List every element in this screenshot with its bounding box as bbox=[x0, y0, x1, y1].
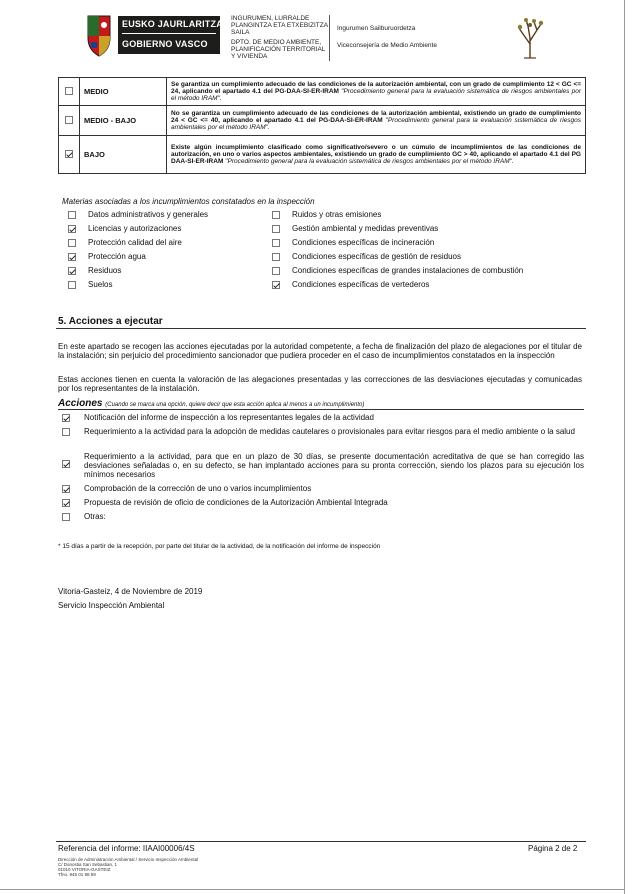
tree-icon bbox=[514, 16, 546, 60]
header-divider bbox=[329, 15, 330, 61]
materia-item[interactable] bbox=[68, 224, 181, 233]
footer-address bbox=[58, 857, 198, 877]
grade-desc-text: Se garantiza un cumplimiento adecuado de las condiciones de la autorización ambiental, con un grado de cumplimiento 12 < GC <= 24, aplicando el apartado 4.1 del PG-DAA-SI-ER-IRAM bbox=[171, 81, 581, 95]
grade-desc-text: No se garantiza un cumplimiento adecuado de las condiciones de la autorización ambiental, existiendo un grado de cumplimiento 24 < GC <= 40, aplicando el apartado 4.1 del PG-DAA-SI-ER-IRAM bbox=[171, 110, 581, 124]
footnote: * 15 días a partir de la recepción, por parte del titular de la actividad, de la notificación del informe de inspección bbox=[58, 543, 381, 550]
action-item[interactable] bbox=[62, 498, 584, 508]
grade-desc-text: Existe algún incumplimiento clasificado como significativo/severo o un cúmulo de incumplimientos de las condiciones de autorización, en uno o varios aspectos ambientales, existiendo un grado de cumplimiento GC > 40, aplicando el apartado 4.1 del PG DAA-SI-ER-IRAM bbox=[171, 144, 581, 165]
grade-desc-italic: "Procedimiento general para la evaluación sistemática de riesgos ambientales por el método IRAM". bbox=[225, 158, 514, 165]
dept-eu-line: SAILA bbox=[231, 29, 250, 36]
grade-desc-italic: "Procedimiento general para la evaluación sistemática de riesgos ambientales por el método IRAM". bbox=[171, 117, 581, 131]
materia-item[interactable] bbox=[272, 210, 381, 219]
actions-note: (Cuando se marca una opción, quiere decir que esta acción aplica al menos a un incumplimiento) bbox=[105, 402, 365, 408]
checkbox[interactable] bbox=[68, 253, 76, 261]
checkbox[interactable] bbox=[62, 428, 70, 436]
logo-line-2: GOBIERNO VASCO bbox=[122, 39, 208, 49]
checkbox[interactable] bbox=[272, 253, 280, 261]
page-border bbox=[624, 0, 625, 894]
materia-item[interactable] bbox=[272, 224, 438, 233]
checkbox[interactable] bbox=[65, 87, 73, 95]
dept-es-line: Y VIVIENDA bbox=[231, 53, 268, 60]
section-title: 5. Acciones a ejecutar bbox=[58, 316, 163, 327]
checkbox[interactable] bbox=[65, 150, 73, 158]
grade-checkbox-cell[interactable] bbox=[59, 106, 80, 136]
table-row bbox=[59, 136, 586, 174]
materia-item[interactable] bbox=[68, 252, 146, 261]
dept-eu-line: INGURUMEN, LURRALDE bbox=[231, 15, 310, 22]
vice-ministry-es: Viceconsejería de Medio Ambiente bbox=[337, 42, 437, 49]
materia-label: Protección calidad del aire bbox=[88, 238, 182, 247]
grade-label: MEDIO - BAJO bbox=[80, 106, 167, 136]
action-item[interactable] bbox=[62, 484, 584, 494]
action-label: Requerimiento a la actividad, para que en un plazo de 30 días, se presente documentación acreditativa de que se han corregido las desviaciones señaladas o, en su defecto, se han implantado acciones para su pronta corrección, siendo los plazos para su ejecución los mínimos necesarios bbox=[84, 452, 584, 479]
section-paragraph: Estas acciones tienen en cuenta la valoración de las alegaciones presentadas y las correcciones de las desviaciones ejecutadas y comunicadas por los representantes de la instalación. bbox=[58, 375, 582, 393]
checkbox[interactable] bbox=[272, 239, 280, 247]
dept-es-line: PLANIFICACIÓN TERRITORIAL bbox=[231, 46, 326, 53]
checkbox[interactable] bbox=[62, 499, 70, 507]
checkbox[interactable] bbox=[65, 116, 73, 124]
action-label: Comprobación de la corrección de uno o varios incumplimientos bbox=[84, 484, 312, 493]
action-item[interactable] bbox=[62, 413, 584, 423]
logo-line-1: EUSKO JAURLARITZA bbox=[122, 19, 223, 29]
grade-description bbox=[167, 106, 586, 136]
section-paragraph: En este apartado se recogen las acciones ejecutadas por la autoridad competente, a fecha de finalización del plazo de alegaciones por el titular de la instalación; sin perjuicio del procedimiento sancionador que pudiera proceder en el caso de incumplimientos constatados en la inspección bbox=[58, 342, 582, 360]
vice-ministry-eu: Ingurumen Sailburuordetza bbox=[337, 25, 416, 32]
materia-label: Condiciones específicas de vertederos bbox=[292, 280, 430, 289]
government-logo bbox=[82, 12, 223, 58]
grade-label: MEDIO bbox=[80, 78, 167, 106]
actions-title bbox=[58, 398, 364, 409]
address-line: Tfno. 945 01 98 59 bbox=[58, 872, 96, 877]
page-border bbox=[0, 889, 625, 890]
compliance-grade-table bbox=[58, 77, 586, 174]
materia-label: Ruidos y otras emisiones bbox=[292, 210, 382, 219]
materia-item[interactable] bbox=[272, 280, 429, 289]
checkbox[interactable] bbox=[68, 267, 76, 275]
materia-label: Datos administrativos y generales bbox=[88, 210, 209, 219]
checkbox[interactable] bbox=[62, 485, 70, 493]
action-item[interactable] bbox=[62, 452, 584, 480]
materia-label: Suelos bbox=[88, 280, 113, 289]
page-number: Página 2 de 2 bbox=[528, 844, 578, 853]
materia-label: Residuos bbox=[88, 266, 122, 275]
checkbox[interactable] bbox=[68, 211, 76, 219]
materia-item[interactable] bbox=[68, 280, 112, 289]
address-line: 01010 VITORIA-GASTEIZ bbox=[58, 867, 111, 872]
grade-checkbox-cell[interactable] bbox=[59, 78, 80, 106]
materia-item[interactable] bbox=[68, 210, 208, 219]
checkbox[interactable] bbox=[68, 225, 76, 233]
action-label: Propuesta de revisión de oficio de condiciones de la Autorización Ambiental Integrada bbox=[84, 498, 388, 507]
signature-service: Servicio Inspección Ambiental bbox=[58, 601, 165, 610]
action-label: Requerimiento a la actividad para la adopción de medidas cautelares o provisionales para evitar riesgos para el medio ambiente o la salud bbox=[84, 427, 575, 436]
materia-label: Condiciones específicas de gestión de residuos bbox=[292, 252, 461, 261]
table-row bbox=[59, 78, 586, 106]
department-name bbox=[231, 15, 329, 60]
materia-label: Licencias y autorizaciones bbox=[88, 224, 182, 233]
materia-label: Condiciones específicas de incineración bbox=[292, 238, 435, 247]
dept-eu-line: PLANGINTZA ETA ETXEBIZITZA bbox=[231, 22, 329, 29]
signature-place-date: Vitoria-Gasteiz, 4 de Noviembre de 2019 bbox=[58, 587, 203, 596]
checkbox[interactable] bbox=[272, 281, 280, 289]
checkbox[interactable] bbox=[68, 281, 76, 289]
action-label: Otras: bbox=[84, 512, 106, 521]
logo-wordmark bbox=[118, 16, 223, 54]
section-divider bbox=[56, 328, 586, 329]
materia-item[interactable] bbox=[68, 266, 121, 275]
materia-item[interactable] bbox=[272, 238, 434, 247]
checkbox[interactable] bbox=[272, 225, 280, 233]
checkbox[interactable] bbox=[62, 513, 70, 521]
materia-item[interactable] bbox=[272, 266, 523, 275]
checkbox[interactable] bbox=[62, 414, 70, 422]
action-item[interactable] bbox=[62, 427, 584, 447]
materia-item[interactable] bbox=[272, 252, 461, 261]
materias-title: Materias asociadas a los incumplimientos constatados en la inspección bbox=[62, 197, 315, 206]
grade-checkbox-cell[interactable] bbox=[59, 136, 80, 174]
action-label: Notificación del informe de inspección a los representantes legales de la actividad bbox=[84, 413, 374, 422]
grade-desc-italic: "Procedimiento general para la evaluación sistemática de riesgos ambientales por el método IRAM". bbox=[171, 88, 581, 102]
coat-of-arms-icon bbox=[82, 12, 116, 58]
dept-es-line: DPTO. DE MEDIO AMBIENTE, bbox=[231, 39, 322, 46]
table-row bbox=[59, 106, 586, 136]
materia-label: Gestión ambiental y medidas preventivas bbox=[292, 224, 439, 233]
actions-divider bbox=[58, 409, 584, 410]
checkbox[interactable] bbox=[272, 211, 280, 219]
materia-label: Protección agua bbox=[88, 252, 146, 261]
grade-label: BAJO bbox=[80, 136, 167, 174]
checkbox[interactable] bbox=[68, 239, 76, 247]
checkbox[interactable] bbox=[272, 267, 280, 275]
actions-title-text: Acciones bbox=[58, 398, 103, 409]
footer-divider bbox=[56, 841, 586, 842]
grade-description bbox=[167, 78, 586, 106]
materia-item[interactable] bbox=[68, 238, 182, 247]
grade-description bbox=[167, 136, 586, 174]
checkbox[interactable] bbox=[62, 460, 70, 468]
materia-label: Condiciones específicas de grandes instalaciones de combustión bbox=[292, 266, 524, 275]
address-line: Dirección de Administración Ambiental / Servicio Inspección Ambiental bbox=[58, 857, 199, 862]
address-line: C/ Donostia San Sebastian, 1 bbox=[58, 862, 118, 867]
action-item[interactable] bbox=[62, 512, 584, 522]
report-reference: Referencia del informe: IIAAI00006/4S bbox=[58, 844, 195, 853]
